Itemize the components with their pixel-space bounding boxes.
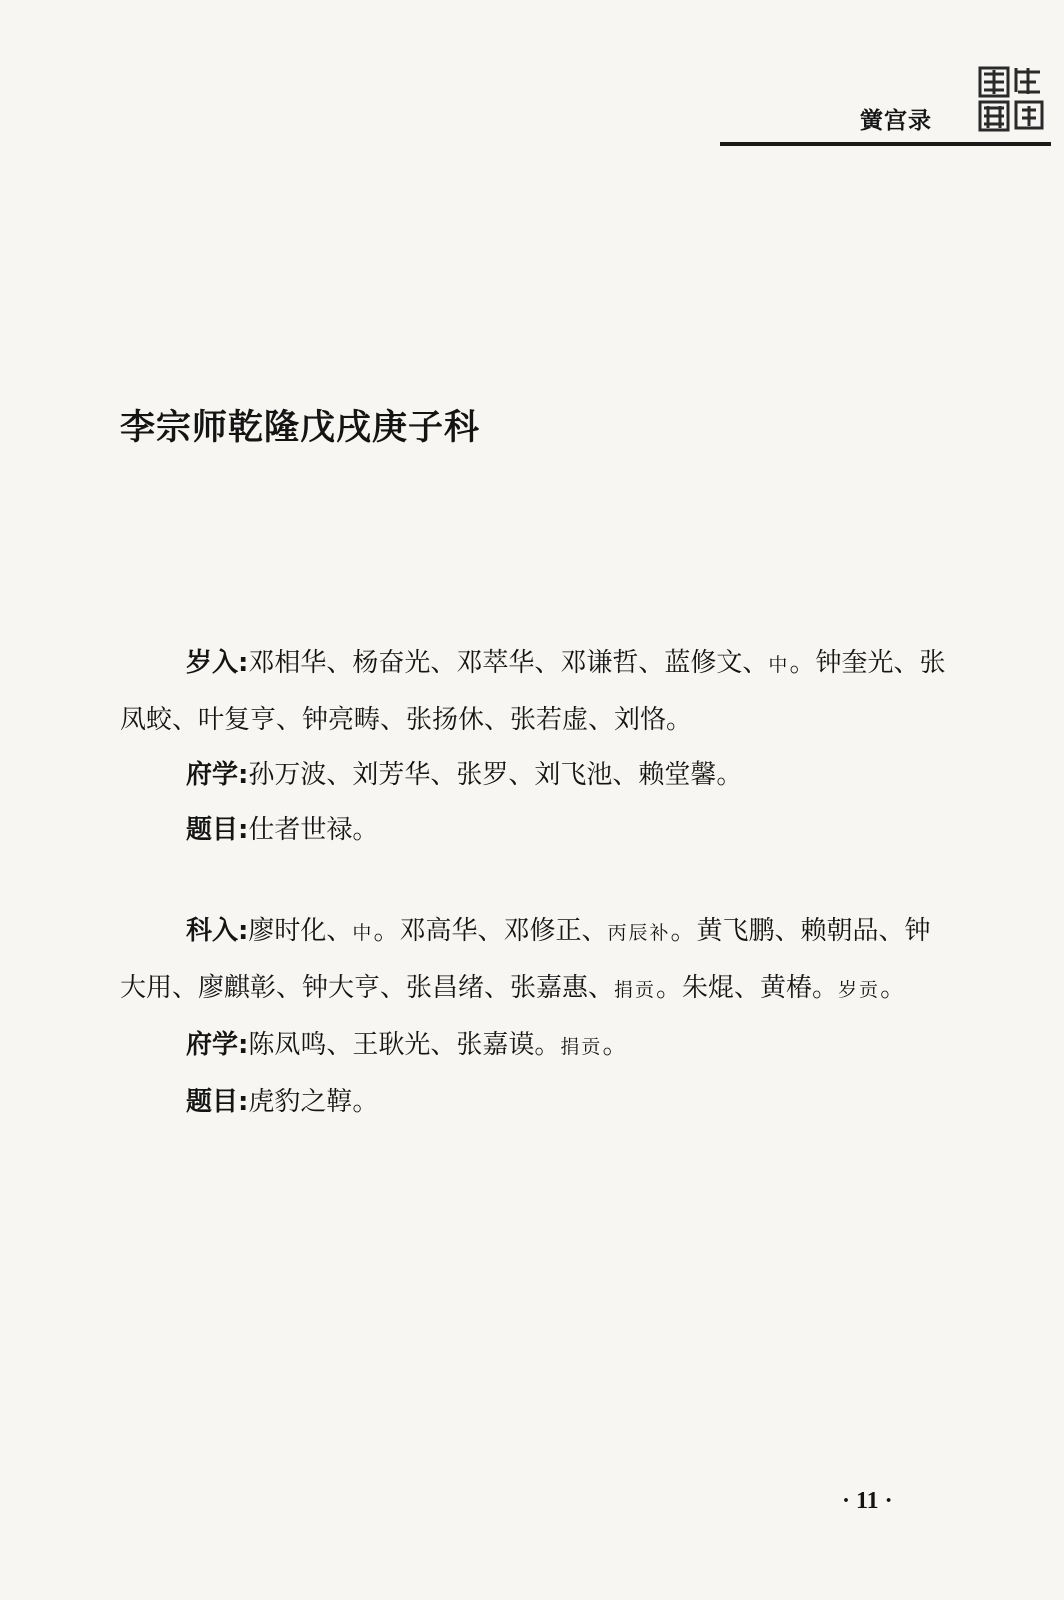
paragraph-suiru	[120, 636, 950, 748]
page-number: · 11 ·	[842, 1488, 893, 1514]
section-title: 李宗师乾隆戊戌庚子科	[120, 408, 481, 448]
text: 。钟奎光、张凤蛟、叶复亨、钟亮畴、张扬休、张若虚、刘恪。	[120, 648, 946, 735]
text: 。	[602, 1030, 629, 1060]
paragraph-keru	[120, 904, 950, 1018]
label-fuxue: 府学:	[186, 760, 249, 790]
paragraph-fuxue-2	[120, 1018, 950, 1075]
note: 岁贡	[838, 979, 881, 1001]
header-rule	[720, 142, 1051, 146]
label-keru: 科入:	[186, 916, 249, 946]
label-suiru: 岁入:	[186, 648, 249, 678]
section-1	[120, 636, 950, 858]
note: 捐贡	[560, 1036, 603, 1058]
note: 捐贡	[614, 979, 657, 1001]
text: 陈凤鸣、王耿光、张嘉谟。	[248, 1030, 561, 1060]
text: 。黄飞鹏、赖朝品、钟大用、廖麒彰、钟大亨、张昌绪、张嘉惠、	[120, 916, 931, 1003]
label-timu: 题目:	[186, 1087, 249, 1117]
label-fuxue: 府学:	[186, 1030, 249, 1060]
text: 。邓高华、邓修正、	[373, 916, 608, 946]
paragraph-timu	[120, 803, 950, 858]
text: 邓相华、杨奋光、邓萃华、邓谦哲、蓝修文、	[248, 648, 769, 678]
seal-stamp-icon	[976, 62, 1048, 134]
text: 虎豹之鞟。	[248, 1087, 379, 1117]
section-2	[120, 904, 950, 1130]
text: 。	[880, 973, 907, 1003]
text: 仕者世禄。	[248, 815, 379, 845]
text: 廖时化、	[248, 916, 353, 946]
note: 中	[352, 922, 374, 944]
text: 。朱焜、黄椿。	[656, 973, 839, 1003]
note: 丙辰补	[607, 922, 671, 944]
text: 孙万波、刘芳华、张罗、刘飞池、赖堂馨。	[248, 760, 743, 790]
label-timu: 题目:	[186, 815, 249, 845]
running-header-title: 黉宫录	[860, 108, 932, 134]
paragraph-timu-2	[120, 1075, 950, 1130]
note: 中	[768, 654, 790, 676]
paragraph-fuxue	[120, 748, 950, 803]
